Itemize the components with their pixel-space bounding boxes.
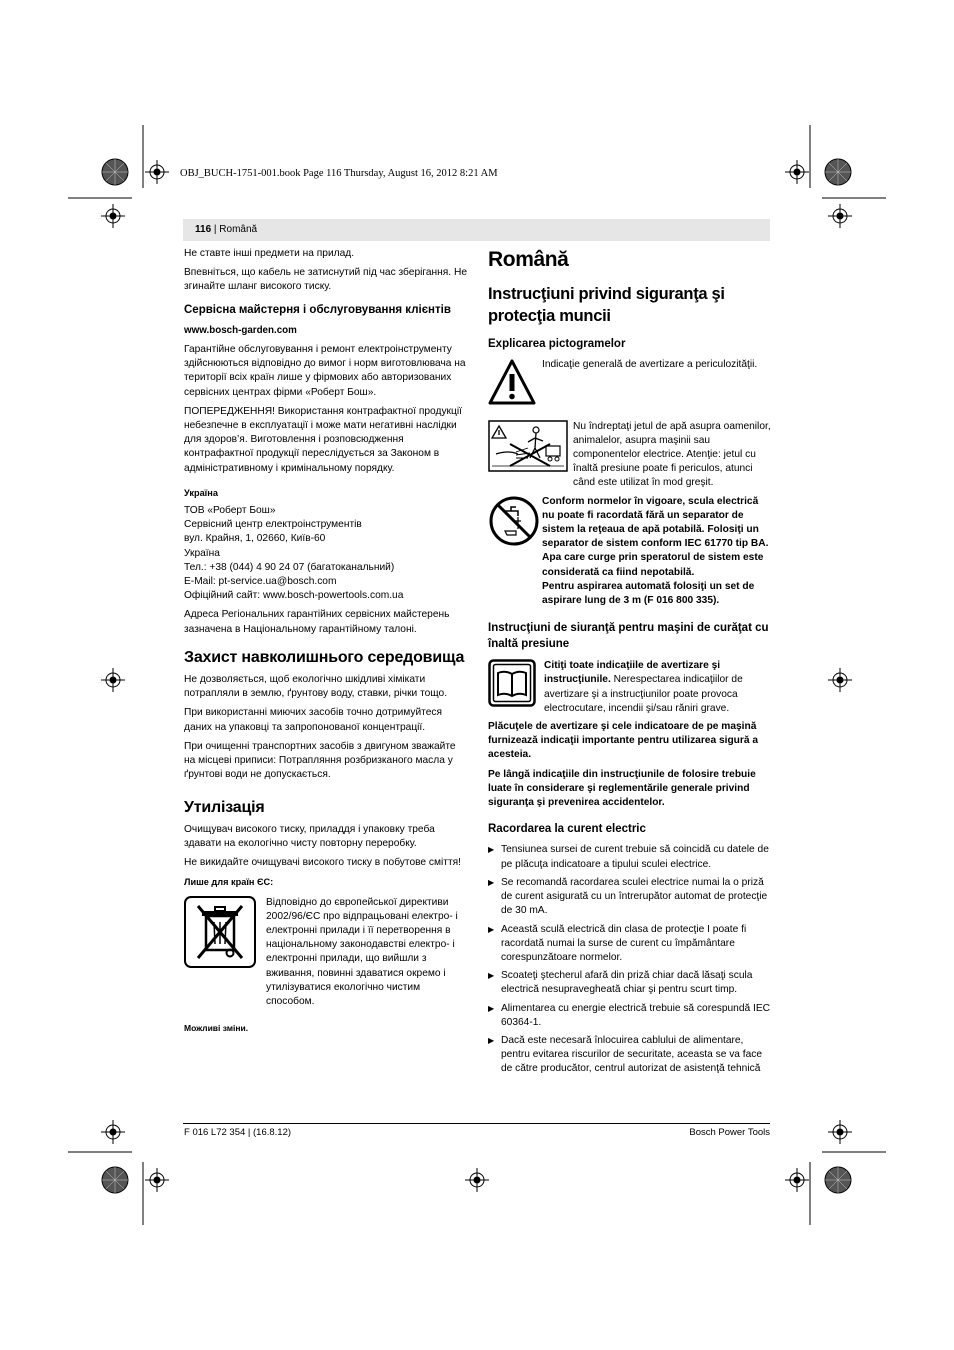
footer-left: F 016 L72 354 | (16.8.12) [184,1127,292,1138]
paragraph: Plăcuţele de avertizare şi cele indicatoare de pe maşină furnizează indicaţii importante pentru utilizarea sigură a acesteia. [488,721,759,761]
electric-heading: Racordarea la curent electric [488,823,646,836]
bullet-arrow-icon: ▶ [488,971,495,981]
read-instructions-rest: Nerespectarea indicaţiilor de avertizare şi a instrucţiunilor poate provoca electrocutare, incendii şi/sau răniri grave. [544,674,743,714]
address-line: Україна [184,547,220,559]
paragraph: Не ставте інші предмети на прилад. [184,248,355,259]
color-target-icon [825,1167,851,1193]
address-line: Тел.: +38 (044) 4 90 24 07 (багатоканальний) [184,561,395,573]
footer-right: Bosch Power Tools [689,1127,770,1138]
weee-text: Відповідно до європейської директиви 2002/96/ЄС про відпрацьовані електро- і електронні прилади і її перетворення в національному законодавстві електро- і електронні прилади, що вийшли з вживання, повинні здаватися окремо і утилізуватися екологічно чистим способом. [266,896,458,1007]
country-label: Україна [184,487,218,498]
disposal-heading: Утилізація [184,798,265,816]
registration-mark-icon [785,1168,809,1192]
page-title: Română [488,248,569,271]
paragraph: При очищенні транспортних засобів з двигуном зважайте на місцеві приписи: Потрапляння розбризканого масла у ґрунтові води не допускається. [184,740,456,781]
environment-heading: Захист навколишнього середовища [184,648,465,666]
list-item-text: Se recomandă racordarea sculei electrice numai la o priză de curent asigurată cu un întrerupător automat de protecţie de 30 mA. [501,876,768,917]
paragraph: При використанні миючих засобів точно дотримуйтеся даних на упаковці та запропонованої концентрації. [184,707,443,733]
registration-mark-icon [828,204,852,228]
regional-note: Адреса Регіональних гарантійних сервісних майстерень зазначена в Національному гарантійному талоні. [184,609,450,635]
address-line: вул. Крайня, 1, 02660, Київ-60 [184,533,326,545]
address-line: E-Mail: pt-service.ua@bosch.com [184,576,337,588]
page-number: 116 [195,224,212,235]
registration-mark-icon [145,1168,169,1192]
paragraph: Очищувач високого тиску, приладдя і упаковку треба здавати на екологічно чисту повторну переробку. [184,823,435,849]
paragraph: Впевніться, що кабель не затиснутий під час зберігання. Не згинайте шланг високого тиску. [184,267,467,293]
pictogram-text: Apa care curge prin speratorul de sistem este considerată ca fiind nepotabilă. [542,552,764,578]
registration-mark-icon [145,160,169,184]
bullet-arrow-icon: ▶ [488,1035,495,1045]
pictogram-text: Nu îndreptaţi jetul de apă asupra oamenilor, animalelor, asupra maşinii sau componentelor electrice. Atenţie: jetul cu înaltă presiune poate fi periculos, atunci când este utilizat în mod greşit. [573,420,771,489]
warranty-text: Гарантійне обслуговування і ремонт електроінструменту здійснюються відповідно до вимог і норм виготовлювача на території всіх країн лише у фірмових або авторизованих сервісних центрах фірми «Роберт Бош». [184,344,466,398]
bullet-arrow-icon: ▶ [488,1003,495,1013]
print-slug: OBJ_BUCH-1751-001.book Page 116 Thursday, August 16, 2012 8:21 AM [180,168,498,179]
color-target-icon [102,1167,128,1193]
registration-mark-icon [785,160,809,184]
changes-note: Можливі зміни. [184,1023,249,1034]
safety-heading: Instrucţiuni privind siguranţa şi protecţia muncii [488,285,725,326]
registration-mark-icon [101,204,125,228]
registration-mark-icon [465,1168,489,1192]
address-line: Офіційний сайт: www.bosch-powertools.com.ua [184,590,404,602]
registration-mark-icon [828,668,852,692]
read-instructions-bold: Citiţi toate indicaţiile de avertizare şi instrucţiunile. [544,660,721,686]
paragraph: Не викидайте очищувачі високого тиску в побутове сміття! [184,857,461,869]
service-website: www.bosch-garden.com [184,324,297,336]
paragraph: Pe lângă indicaţiile din instrucţiunile de folosire trebuie luate în considerare şi reglementările generale privind siguranţa şi prevenirea accidentelor. [488,768,756,809]
bullet-arrow-icon: ▶ [488,877,495,887]
counterfeit-warning: ПОПЕРЕДЖЕННЯ! Використання контрафактної продукції небезпечне в експлуатації і може мати негативні наслідки для здоров’я. Виготовлення і розповсюдження контрафактної продукції переслідується за Законом в адміністративному і кримінальному порядку. [184,405,462,474]
pictogram-text: Pentru aspirarea automată folosiţi un set de aspirare lung de 3 m (F 016 800 335). [542,580,755,607]
address-line: ТОВ «Роберт Бош» [184,505,276,517]
bullet-arrow-icon: ▶ [488,845,495,855]
list-item-text: Alimentarea cu energie electrică trebuie să corespundă IEC 60364-1. [501,1002,770,1028]
color-target-icon [825,159,851,185]
registration-mark-icon [828,1120,852,1144]
header-language: Română [219,224,258,235]
list-item-text: Scoateţi ştecherul afară din priză chiar dacă lăsaţi scula electrică nesupravegheată chiar şi pentru scurt timp. [501,970,753,996]
address-line: Сервісний центр електроінструментів [184,519,362,531]
color-target-icon [102,159,128,185]
registration-mark-icon [101,1120,125,1144]
list-item-text: Dacă este necesară înlocuirea cablului de alimentare, pentru evitarea riscurilor de securitate, aceasta se va face de către producător, centrul autorizat de asistenţă tehnică [501,1034,763,1075]
pictogram-text: Indicaţie generală de avertizare a periculozităţii. [542,359,758,371]
pictogram-heading: Explicarea pictogramelor [488,338,626,351]
service-heading: Сервісна майстерня і обслуговування клієнтів [184,303,451,316]
eu-only-label: Лише для країн ЄС: [184,877,274,888]
list-item-text: Tensiunea sursei de curent trebuie să coincidă cu datele de pe plăcuţa indicatoare a tipului sculei electrice. [501,844,769,870]
header-separator: | [211,224,220,235]
paragraph: Не дозволяється, щоб екологічно шкідливі хімікати потрапляли в землю, ґрунтову воду, ставки, річки тощо. [184,674,448,700]
list-item-text: Această sculă electrică din clasa de protecţie I poate fi racordată numai la surse de curent cu împământare corespunzătoare normelor. [501,923,747,963]
pictogram-text: Conform normelor în vigoare, scula electrică nu poate fi racordată fără un separator de sistem la reţeaua de apă potabilă. Folosiţi un separator de sistem conform IEC 61770 tip BA. [542,495,769,550]
bullet-arrow-icon: ▶ [488,924,495,934]
cleaner-safety-heading: Instrucţiuni de siuranţă pentru maşini de curăţat cu înaltă presiune [488,622,769,651]
registration-mark-icon [101,668,125,692]
